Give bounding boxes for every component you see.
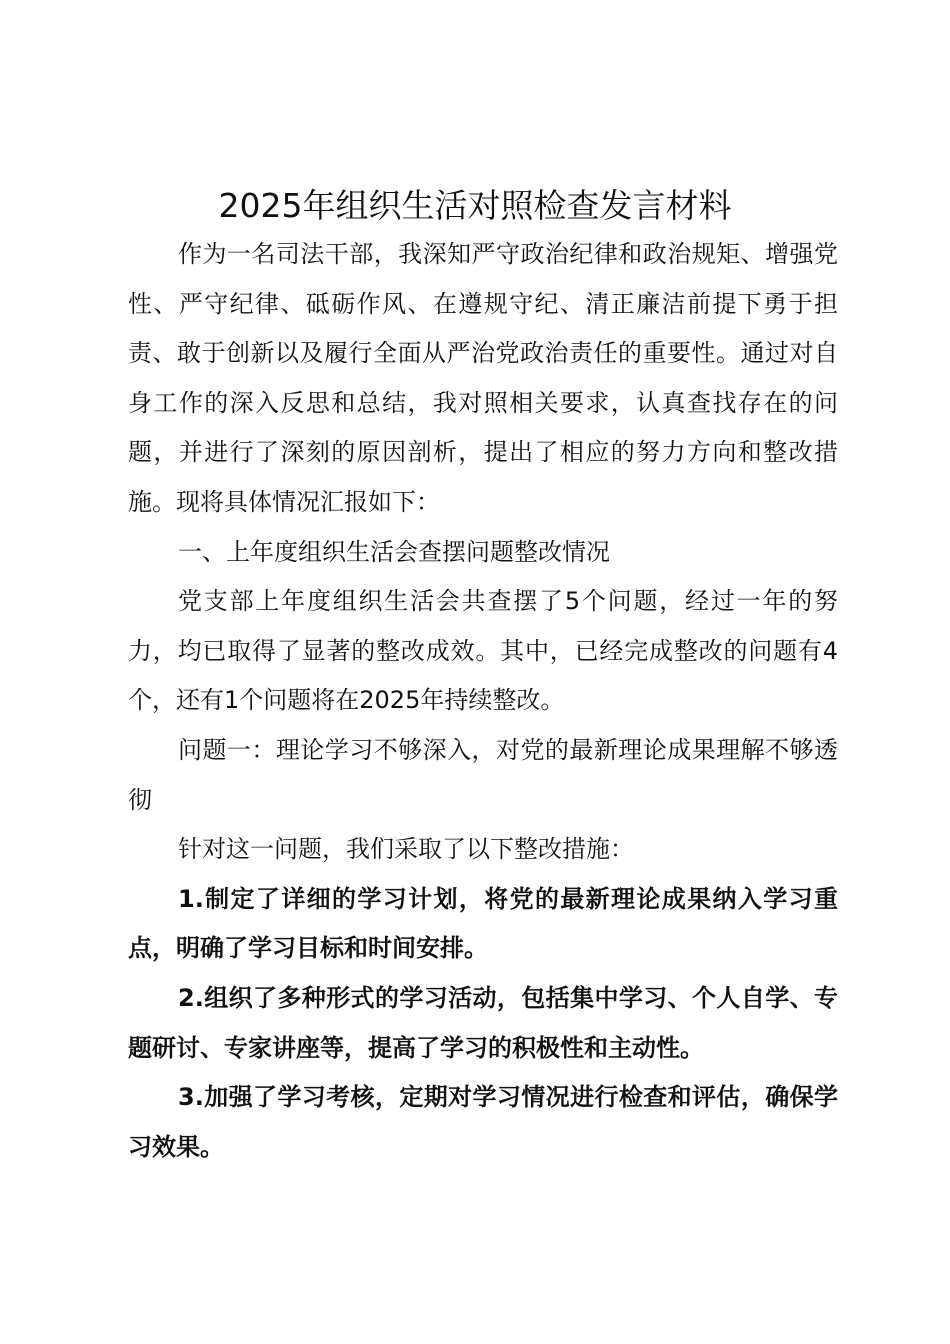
paragraph-summary: 党支部上年度组织生活会共查摆了5个问题，经过一年的努力，均已取得了显著的整改成效。其中，已经完成整改的问题有4个，还有1个问题将在2025年持续整改。 <box>128 587 838 715</box>
problem-heading-1: 问题一：理论学习不够深入，对党的最新理论成果理解不够透彻 <box>128 735 838 814</box>
paragraph-measures-intro: 针对这一问题，我们采取了以下整改措施： <box>178 835 634 864</box>
document-title: 2025年组织生活对照检查发言材料 <box>218 186 732 225</box>
measure-item-2: 2.组织了多种形式的学习活动，包括集中学习、个人自学、专题研讨、专家讲座等，提高了学习的积极性和主动性。 <box>128 983 838 1062</box>
paragraph-intro: 作为一名司法干部，我深知严守政治纪律和政治规矩、增强党性、严守纪律、砥砺作风、在遵规守纪、清正廉洁前提下勇于担责、敢于创新以及履行全面从严治党政治责任的重要性。通过对自身工作的深入反思和总结，我对照相关要求，认真查找存在的问题，并进行了深刻的原因剖析，提出了相应的努力方向和整改措施。现将具体情况汇报如下： <box>128 240 838 516</box>
section-heading-1: 一、上年度组织生活会查摆问题整改情况 <box>178 537 610 566</box>
measure-item-3: 3.加强了学习考核，定期对学习情况进行检查和评估，确保学习效果。 <box>128 1083 838 1161</box>
document-body <box>128 230 838 1172</box>
measure-item-1: 1.制定了详细的学习计划，将党的最新理论成果纳入学习重点，明确了学习目标和时间安排。 <box>128 884 838 963</box>
